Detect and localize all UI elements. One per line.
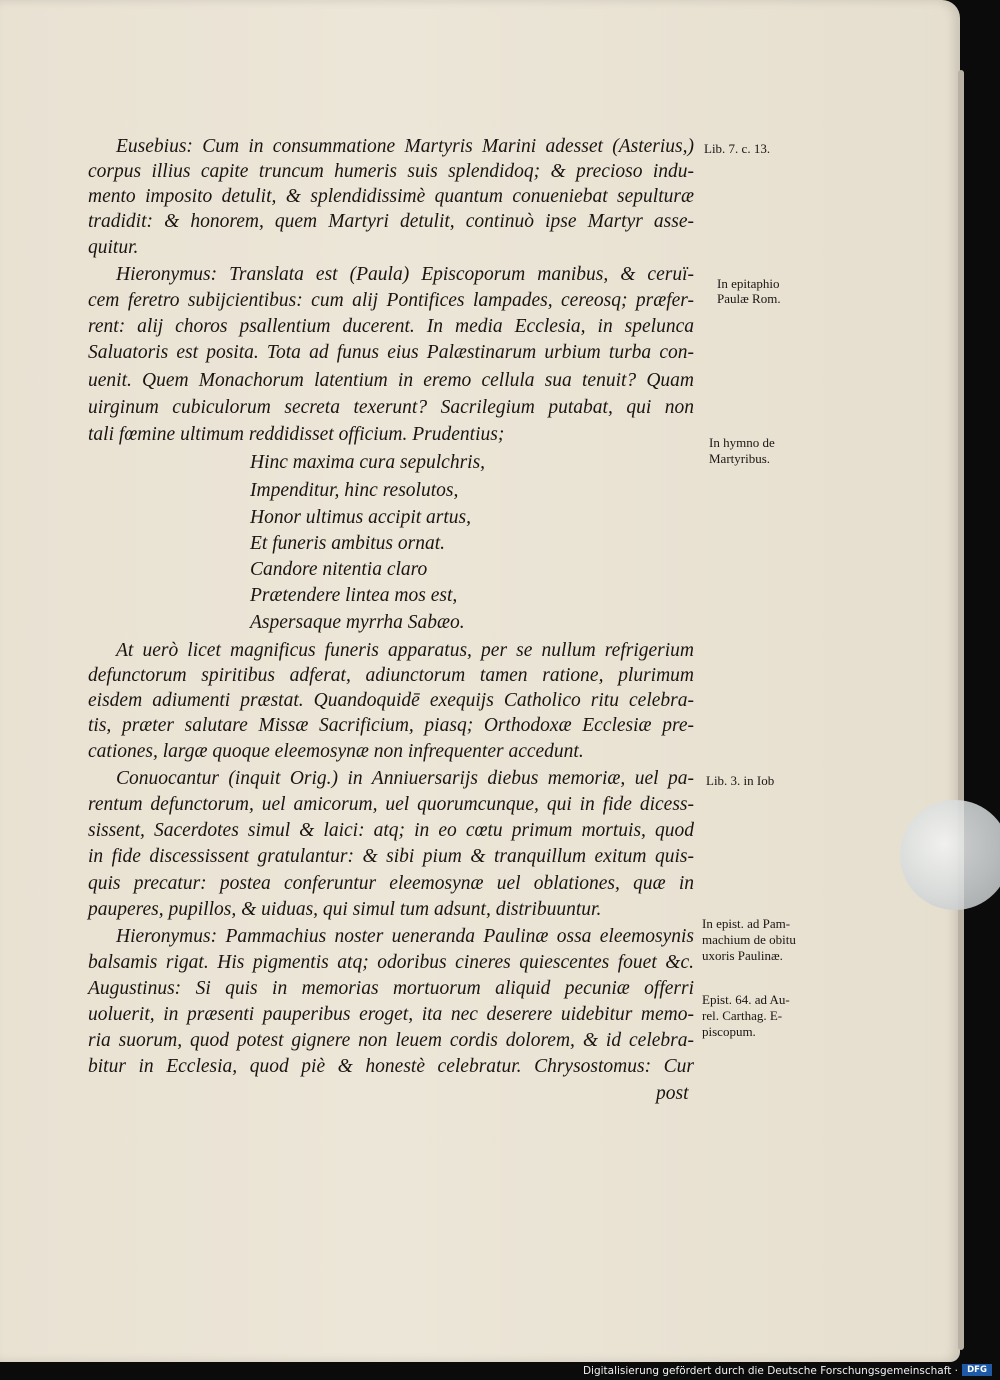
margin-note: In hymno de [709, 435, 775, 450]
margin-note: Lib. 7. c. 13. [704, 141, 771, 156]
poem-line: Honor ultimus accipit artus, [250, 507, 472, 528]
text-line: rent: alij choros psallentium ducerent. In media Ecclesia, in spelunca [88, 316, 694, 337]
margin-note: uxoris Paulinæ. [702, 948, 783, 963]
text-line: rentum defunctorum, uel amicorum, uel quorumcunque, qui in fide dicess- [88, 794, 694, 815]
catchword: post [656, 1083, 689, 1104]
text-line: quitur. [88, 237, 139, 258]
margin-note: rel. Carthag. E- [702, 1008, 783, 1023]
text-line: uoluerit, in præsenti pauperibus eroget, ita nec deserere uidebitur memo- [88, 1004, 694, 1025]
text-line: tis, præter salutare Missæ Sacrificium, piasq; Orthodoxæ Ecclesiæ pre- [88, 715, 694, 736]
page-edge [958, 70, 964, 1350]
poem-line: Et funeris ambitus ornat. [250, 533, 446, 554]
margin-note: Lib. 3. in Iob [706, 773, 775, 788]
margin-note: piscopum. [702, 1024, 756, 1039]
poem-line: Prætendere lintea mos est, [250, 585, 458, 606]
text-line: in fide discessissent gratulantur: & sibi pium & tranquillum exitum quis- [88, 846, 694, 867]
text-line: uirginum cubiculorum secreta texerunt? Sacrilegium putabat, qui non [88, 397, 694, 418]
text-line: uenit. Quem Monachorum latentium in eremo cellula sua tenuit? Quam [88, 370, 694, 391]
margin-note: Epist. 64. ad Au- [702, 992, 790, 1007]
text-line: mento imposito detulit, & splendidissimè quantum conueniebat sepulturæ [88, 186, 694, 207]
margin-note: In epitaphio [717, 276, 780, 291]
text-line: Hieronymus: Translata est (Paula) Episcoporum manibus, & ceruï- [116, 264, 694, 285]
text-line: bitur in Ecclesia, quod piè & honestè celebratur. Chrysostomus: Cur [88, 1056, 694, 1077]
text-line: pauperes, pupillos, & uiduas, qui simul tum adsunt, distribuuntur. [88, 899, 602, 920]
text-line: ria suorum, quod potest gignere non leuem cordis dolorem, & id celebra- [88, 1030, 694, 1051]
page-weight-glass [900, 800, 1000, 910]
margin-note: Martyribus. [709, 451, 771, 466]
text-line: quis precatur: postea conferuntur eleemosynæ uel oblationes, quæ in [88, 873, 694, 894]
text-line: cationes, largæ quoque eleemosynæ non infrequenter accedunt. [88, 741, 584, 762]
text-line: defunctorum spiritibus adferat, adiunctorum tamen ratione, plurimum [88, 665, 694, 686]
margin-note: machium de obitu [702, 932, 796, 947]
text-line: corpus illius capite truncum humeris suis splendidoq; & precioso indu- [88, 161, 694, 182]
text-line: Saluatoris est posita. Tota ad funus eius Palæstinarum urbium turba con- [88, 342, 694, 363]
text-line: tradidit: & honorem, quem Martyri detulit, continuò ipse Martyr asse- [88, 211, 694, 232]
text-line: Hieronymus: Pammachius noster ueneranda Paulinæ ossa eleemosynis [116, 926, 694, 947]
poem-line: Impenditur, hinc resolutos, [250, 480, 459, 501]
footer-credit: Digitalisierung gefördert durch die Deutsche Forschungsgemeinschaft · [582, 1365, 958, 1377]
text-line: At uerò licet magnificus funeris apparatus, per se nullum refrigerium [116, 640, 694, 661]
text-line: Augustinus: Si quis in memorias mortuorum aliquid pecuniæ offerri [88, 978, 694, 999]
text-line: balsamis rigat. His pigmentis atq; odoribus cineres quiescentes fouet &c. [88, 952, 694, 973]
poem-line: Candore nitentia claro [250, 559, 428, 580]
text-line: cem feretro subijcientibus: cum alij Pontifices lampades, cereosq; præfer- [88, 290, 694, 311]
text-line: Eusebius: Cum in consummatione Martyris Marini adesset (Asterius,) [116, 136, 694, 157]
text-line: tali fœmine ultimum reddidisset officium. Prudentius; [88, 424, 505, 445]
text-line: eisdem adiumenti præstat. Quandoquidē exequijs Catholico ritu celebra- [88, 690, 694, 711]
dfg-logo: DFG [962, 1364, 992, 1376]
margin-note: In epist. ad Pam- [702, 916, 791, 931]
margin-note: Paulæ Rom. [717, 291, 781, 306]
poem-line: Aspersaque myrrha Sabæo. [250, 612, 465, 633]
poem-line: Hinc maxima cura sepulchris, [250, 452, 486, 473]
text-line: Conuocantur (inquit Orig.) in Anniuersarijs diebus memoriæ, uel pa- [116, 768, 694, 789]
text-line: sissent, Sacerdotes simul & laici: atq; in eo cœtu primum mortuis, quod [88, 820, 694, 841]
